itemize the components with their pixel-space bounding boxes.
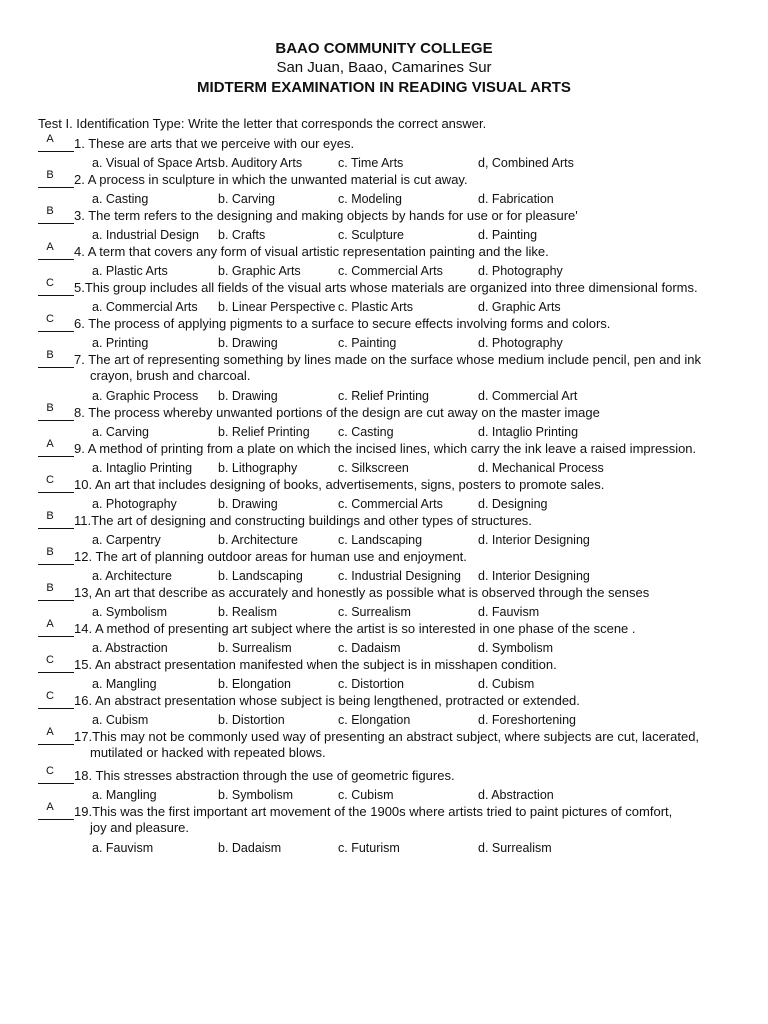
choice-option: c. Industrial Designing	[338, 569, 461, 583]
answer-letter: C	[46, 765, 54, 777]
choice-option: d. Intaglio Printing	[478, 425, 579, 439]
question-line	[38, 313, 750, 332]
choice-option: d. Surrealism	[478, 841, 552, 855]
answer-blank[interactable]	[38, 438, 74, 457]
question-item	[38, 618, 750, 657]
question-line	[38, 690, 750, 709]
choice-option: a. Architecture	[92, 569, 172, 583]
choice-option: d. Painting	[478, 228, 538, 242]
question-line	[38, 546, 750, 565]
question-line	[38, 133, 750, 152]
answer-letter: A	[46, 241, 54, 253]
choice-option: a. Mangling	[92, 677, 157, 691]
question-text: 19.This was the first important art movement of the 1900s where artists tried to paint pictures of comfort,	[74, 804, 673, 819]
choice-option: d. Graphic Arts	[478, 300, 561, 314]
answer-blank[interactable]	[38, 510, 74, 529]
answer-letter: C	[46, 313, 54, 325]
choice-row	[38, 709, 750, 729]
question-text: 3. The term refers to the designing and making objects by hands for use or for pleasure'	[74, 208, 578, 223]
choice-option: c. Relief Printing	[338, 389, 430, 403]
choice-row	[38, 784, 750, 804]
answer-blank[interactable]	[38, 765, 74, 784]
question-line	[38, 654, 750, 673]
question-item	[38, 169, 750, 208]
question-item	[38, 438, 750, 477]
choice-option: b. Drawing	[218, 389, 278, 403]
answer-blank[interactable]	[38, 313, 74, 332]
answer-letter: B	[46, 349, 54, 361]
answer-letter: A	[46, 618, 54, 630]
choice-option: c. Time Arts	[338, 156, 404, 170]
choice-option: d. Interior Designing	[478, 533, 590, 547]
choice-option: c. Silkscreen	[338, 461, 409, 475]
answer-blank[interactable]	[38, 546, 74, 565]
answer-letter: C	[46, 690, 54, 702]
choice-option: a. Mangling	[92, 788, 157, 802]
choice-row	[38, 260, 750, 280]
question-text: 13, An art that describe as accurately and honestly as possible what is observed through the senses	[74, 585, 650, 600]
choice-option: d. Designing	[478, 497, 548, 511]
question-list	[38, 133, 750, 857]
choice-option: a. Carpentry	[92, 533, 161, 547]
choice-option: a. Cubism	[92, 713, 149, 727]
choice-option: a. Visual of Space Arts	[92, 156, 218, 170]
choice-option: a. Plastic Arts	[92, 264, 168, 278]
question-text: 6. The process of applying pigments to a surface to secure effects involving forms and colors.	[74, 316, 611, 331]
choice-option: d. Commercial Art	[478, 389, 578, 403]
question-item	[38, 765, 750, 804]
question-text: 14. A method of presenting art subject where the artist is so interested in one phase of the scene .	[74, 621, 636, 636]
question-text: 1. These are arts that we perceive with our eyes.	[74, 136, 355, 151]
question-text: 4. A term that covers any form of visual artistic representation painting and the like.	[74, 244, 549, 259]
question-text: 9. A method of printing from a plate on which the incised lines, which carry the ink leave a raised impression.	[74, 441, 697, 456]
choice-option: c. Casting	[338, 425, 394, 439]
answer-blank[interactable]	[38, 241, 74, 260]
choice-option: c. Sculpture	[338, 228, 405, 242]
choice-option: b. Landscaping	[218, 569, 303, 583]
choice-option: a. Printing	[92, 336, 149, 350]
choice-option: a. Abstraction	[92, 641, 168, 655]
answer-letter: B	[46, 169, 54, 181]
answer-blank[interactable]	[38, 654, 74, 673]
question-text-continued: joy and pleasure.	[90, 820, 190, 835]
test-instructions: Test I. Identification Type: Write the letter that corresponds the correct answer.	[38, 116, 487, 131]
answer-letter: A	[46, 801, 54, 813]
choice-option: b. Drawing	[218, 336, 278, 350]
choice-option: d, Combined Arts	[478, 156, 574, 170]
choice-option: a. Photography	[92, 497, 177, 511]
choice-option: a. Industrial Design	[92, 228, 200, 242]
question-item	[38, 349, 750, 405]
answer-blank[interactable]	[38, 133, 74, 152]
question-line	[38, 726, 750, 745]
choice-option: b. Lithography	[218, 461, 298, 475]
choice-option: d. Fabrication	[478, 192, 554, 206]
choice-row	[38, 385, 750, 405]
choice-option: c. Cubism	[338, 788, 394, 802]
question-item	[38, 241, 750, 280]
question-item	[38, 726, 750, 768]
choice-row	[38, 673, 750, 693]
choice-option: c. Distortion	[338, 677, 404, 691]
choice-option: c. Futurism	[338, 841, 400, 855]
choice-option: c. Dadaism	[338, 641, 401, 655]
question-text-continued: mutilated or hacked with repeated blows.	[90, 745, 326, 760]
answer-letter: C	[46, 654, 54, 666]
choice-option: b. Dadaism	[218, 841, 282, 855]
answer-letter: B	[46, 510, 54, 522]
question-item	[38, 510, 750, 549]
question-line	[38, 765, 750, 784]
question-line	[38, 474, 750, 493]
choice-row	[38, 152, 750, 172]
question-item	[38, 205, 750, 244]
choice-row	[38, 421, 750, 441]
choice-row	[38, 224, 750, 244]
question-text: 5.This group includes all fields of the visual arts whose materials are organized into three dimensional forms.	[74, 280, 698, 295]
answer-blank[interactable]	[38, 801, 74, 820]
choice-option: a. Graphic Process	[92, 389, 199, 403]
choice-row	[38, 565, 750, 585]
choice-row	[38, 493, 750, 513]
choice-row	[38, 457, 750, 477]
question-item	[38, 313, 750, 352]
answer-blank[interactable]	[38, 277, 74, 296]
choice-row	[38, 296, 750, 316]
choice-option: c. Elongation	[338, 713, 411, 727]
question-line	[38, 402, 750, 421]
question-text: 11.The art of designing and constructing buildings and other types of structures.	[74, 513, 532, 528]
choice-option: d. Fauvism	[478, 605, 540, 619]
answer-blank[interactable]	[38, 169, 74, 188]
question-text: 2. A process in sculpture in which the unwanted material is cut away.	[74, 172, 468, 187]
question-line	[38, 801, 750, 820]
question-text: 17.This may not be commonly used way of presenting an abstract subject, where subjects are cut, lacerated,	[74, 729, 700, 744]
choice-option: d. Interior Designing	[478, 569, 590, 583]
choice-option: b. Carving	[218, 192, 275, 206]
choice-option: d. Cubism	[478, 677, 535, 691]
question-item	[38, 133, 750, 172]
choice-row	[38, 332, 750, 352]
choice-option: a. Symbolism	[92, 605, 168, 619]
choice-option: a. Intaglio Printing	[92, 461, 193, 475]
answer-blank[interactable]	[38, 205, 74, 224]
answer-blank[interactable]	[38, 582, 74, 601]
choice-option: d. Mechanical Process	[478, 461, 604, 475]
answer-letter: B	[46, 582, 54, 594]
answer-letter: C	[46, 474, 54, 486]
answer-blank[interactable]	[38, 402, 74, 421]
choice-option: c. Plastic Arts	[338, 300, 414, 314]
question-line	[38, 618, 750, 637]
question-line	[38, 241, 750, 260]
choice-option: b. Symbolism	[218, 788, 294, 802]
choice-option: d. Photography	[478, 336, 563, 350]
choice-row	[38, 637, 750, 657]
question-text-continued: crayon, brush and charcoal.	[90, 368, 251, 383]
question-text: 16. An abstract presentation whose subject is being lengthened, protracted or extended.	[74, 693, 580, 708]
college-address: San Juan, Baao, Camarines Sur	[276, 59, 492, 76]
choice-row	[38, 837, 750, 857]
question-line	[38, 510, 750, 529]
answer-blank[interactable]	[38, 474, 74, 493]
answer-blank[interactable]	[38, 726, 74, 745]
question-text: 8. The process whereby unwanted portions of the design are cut away on the master image	[74, 405, 600, 420]
choice-row	[38, 188, 750, 208]
choice-option: c. Commercial Arts	[338, 497, 443, 511]
question-item	[38, 277, 750, 316]
question-line	[38, 205, 750, 224]
choice-option: c. Surrealism	[338, 605, 411, 619]
question-text: 18. This stresses abstraction through the use of geometric figures.	[74, 768, 455, 783]
question-line	[38, 582, 750, 601]
question-item	[38, 690, 750, 729]
question-text: 10. An art that includes designing of books, advertisements, signs, posters to promote sales.	[74, 477, 605, 492]
choice-option: a. Commercial Arts	[92, 300, 198, 314]
choice-option: d. Abstraction	[478, 788, 554, 802]
answer-letter: C	[46, 277, 54, 289]
choice-option: b. Elongation	[218, 677, 291, 691]
question-item	[38, 582, 750, 621]
choice-option: b. Architecture	[218, 533, 298, 547]
choice-option: c. Commercial Arts	[338, 264, 443, 278]
choice-option: b. Surrealism	[218, 641, 292, 655]
answer-letter: A	[46, 438, 54, 450]
question-line	[38, 349, 750, 368]
choice-option: b. Drawing	[218, 497, 278, 511]
question-item	[38, 474, 750, 513]
choice-option: b. Auditory Arts	[218, 156, 303, 170]
question-item	[38, 546, 750, 585]
choice-row	[38, 529, 750, 549]
question-item	[38, 801, 750, 857]
choice-option: c. Modeling	[338, 192, 402, 206]
choice-option: a. Fauvism	[92, 841, 154, 855]
answer-blank[interactable]	[38, 349, 74, 368]
answer-letter: A	[46, 133, 54, 145]
choice-option: d. Foreshortening	[478, 713, 576, 727]
answer-letter: B	[46, 402, 54, 414]
choice-option: b. Graphic Arts	[218, 264, 301, 278]
college-name: BAAO COMMUNITY COLLEGE	[275, 40, 493, 57]
choice-option: b. Distortion	[218, 713, 285, 727]
choice-option: b. Linear Perspective	[218, 300, 336, 314]
choice-option: c. Painting	[338, 336, 397, 350]
question-text: 12. The art of planning outdoor areas for human use and enjoyment.	[74, 549, 467, 564]
choice-option: b. Relief Printing	[218, 425, 310, 439]
choice-option: b. Crafts	[218, 228, 266, 242]
question-text: 15. An abstract presentation manifested when the subject is in misshapen condition.	[74, 657, 557, 672]
exam-title: MIDTERM EXAMINATION IN READING VISUAL ARTS	[197, 79, 571, 96]
answer-blank[interactable]	[38, 618, 74, 637]
answer-letter: B	[46, 205, 54, 217]
choice-option: a. Casting	[92, 192, 149, 206]
question-item	[38, 654, 750, 693]
choice-option: a. Carving	[92, 425, 149, 439]
question-line	[38, 169, 750, 188]
choice-option: c. Landscaping	[338, 533, 423, 547]
choice-option: b. Realism	[218, 605, 278, 619]
choice-option: d. Symbolism	[478, 641, 554, 655]
question-item	[38, 402, 750, 441]
question-line	[38, 277, 750, 296]
answer-letter: B	[46, 546, 54, 558]
choice-row	[38, 601, 750, 621]
question-line	[38, 438, 750, 457]
answer-letter: A	[46, 726, 54, 738]
question-text: 7. The art of representing something by lines made on the surface whose medium include pencil, pen and ink	[74, 352, 702, 367]
answer-blank[interactable]	[38, 690, 74, 709]
choice-option: d. Photography	[478, 264, 563, 278]
